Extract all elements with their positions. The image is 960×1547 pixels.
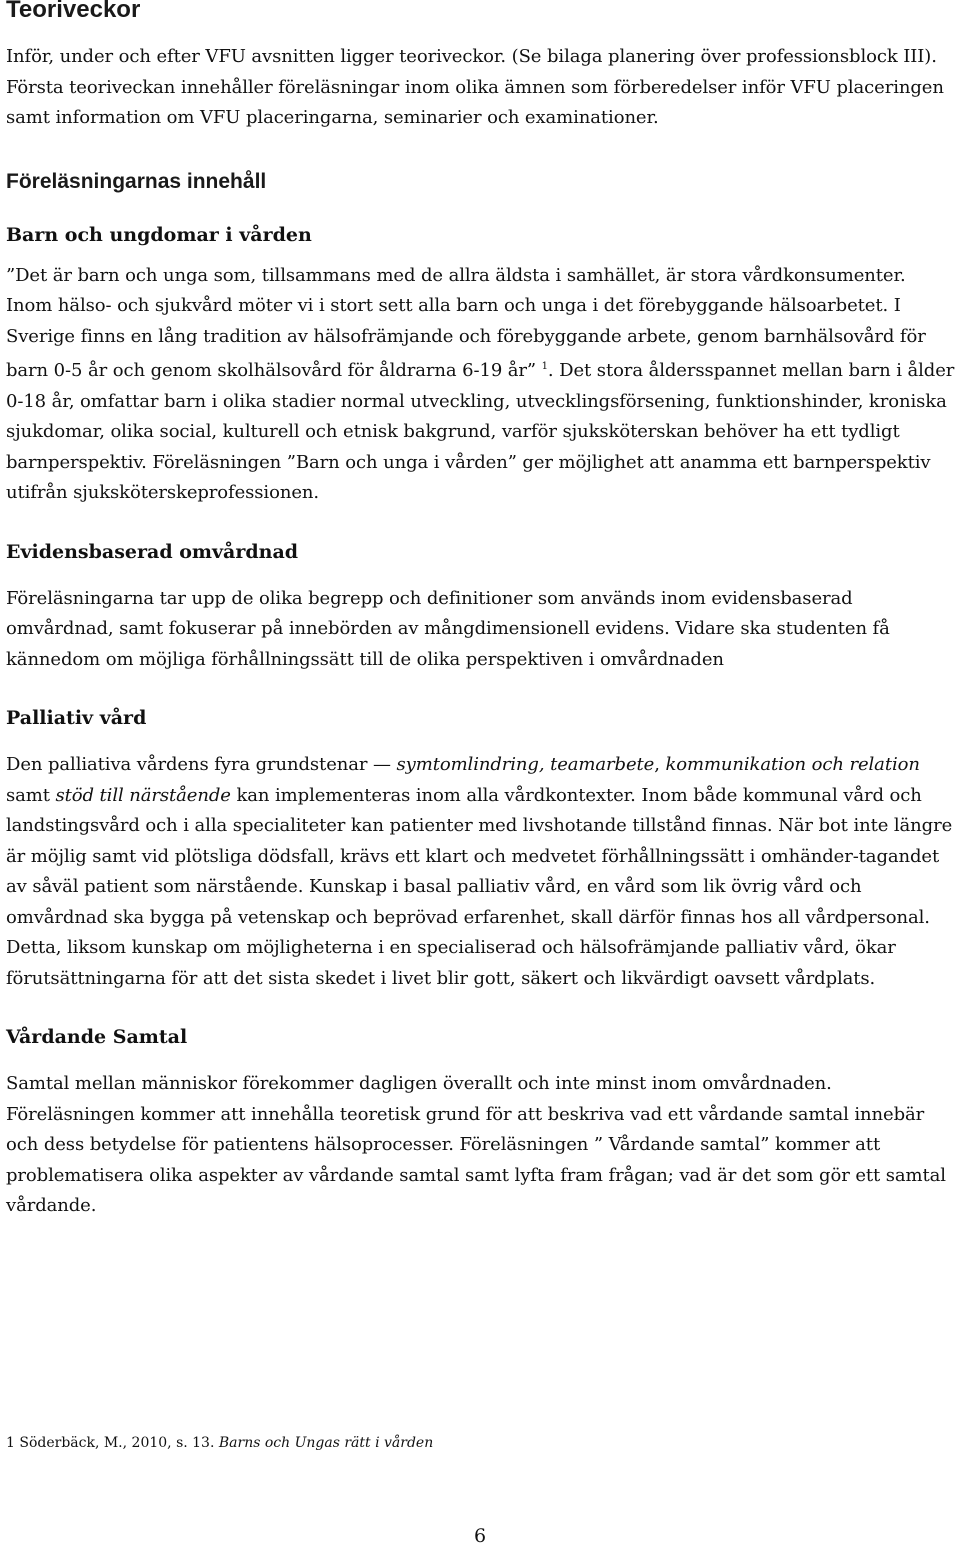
footnote — [6, 1435, 433, 1451]
footnote-text: 1 Söderbäck, M., 2010, s. 13. — [6, 1435, 219, 1451]
section-text-samtal: Samtal mellan människor förekommer dagligen överallt och inte minst inom omvårdnaden. Föreläsningen kommer att innehålla teoretisk grund för att beskriva vad ett vårdande samtal innebär och dess betydelse för patientens hälsoprocesser. Föreläsningen ” Vårdande samtal” kommer att problematisera olika aspekter av vårdande samtal samt lyfta fram frågan; vad är det som gör ett samtal vårdande. — [6, 1073, 946, 1216]
section-text-barn — [6, 261, 956, 509]
page-number: 6 — [473, 1525, 487, 1547]
palliativ-text-part-2: , — [654, 754, 666, 775]
heading-lecture-content: Föreläsningarnas innehåll — [6, 169, 267, 193]
footnote-title: Barns och Ungas rätt i vården — [218, 1435, 434, 1451]
section-title-evidens: Evidensbaserad omvårdnad — [6, 540, 299, 563]
palliativ-text-part-1: Den palliativa vårdens fyra grundstenar — — [6, 754, 397, 775]
section-title-samtal: Vårdande Samtal — [6, 1026, 188, 1048]
intro-paragraph: Inför, under och efter VFU avsnitten ligger teoriveckor. (Se bilaga planering över professionsblock III). Första teoriveckan innehåller föreläsningar inom olika ämnen som förberedelser inför VFU placeringen samt information om VFU placeringarna, seminarier och examinationer. — [6, 46, 944, 128]
palliativ-text-part-3: samt — [6, 784, 56, 806]
palliativ-emphasis-2: kommunikation och relation — [665, 754, 920, 775]
section-text-palliativ — [6, 750, 956, 994]
document-page — [6, 0, 956, 1222]
barn-text-part-1: ”Det är barn och unga som, tillsammans med de allra äldsta i samhället, är stora vårdkonsumenter. Inom hälso- och sjukvård möter vi i stort sett alla barn och unga i det förebyggande hälsoarbetet. I Sverige finns en lång tradition av hälsofrämjande och förebyggande arbete, genom barnhälsovård för barn 0-5 år och genom skolhälsovård för åldrarna 6-19 år” — [6, 264, 926, 381]
heading-teoriveckor: Teoriveckor — [6, 0, 141, 23]
barn-text-part-2: . Det stora åldersspannet mellan barn i ålder 0-18 år, omfattar barn i olika stadier normal utveckling, utvecklingsförsening, funktionshinder, kroniska sjukdomar, olika social, kulturell och etnisk bakgrund, varför sjuksköterskan behöver ha ett tydligt barnperspektiv. Föreläsningen ”Barn och unga i vården” ger möjlighet att anamma ett barnperspektiv utifrån sjuksköterskeprofessionen. — [6, 360, 955, 503]
section-title-palliativ: Palliativ vård — [6, 707, 147, 729]
footnote-reference: 1 — [541, 361, 548, 372]
section-title-barn: Barn och ungdomar i vården — [6, 223, 312, 246]
palliativ-emphasis-1: symtomlindring, teamarbete — [396, 754, 655, 775]
palliativ-emphasis-3: stöd till närstående — [55, 784, 231, 806]
palliativ-text-part-4: kan implementeras inom alla vårdkontexter. Inom både kommunal vård och landstingsvård och i alla specialiteter kan patienter med livshotande tillstånd finnas. När bot inte längre är möjlig samt vid plötsliga dödsfall, krävs ett klart och medvetet förhållningssätt i omhänder-tagandet av såväl patient som närstående. Kunskap i basal palliativ vård, en vård som lik övrig vård och omvårdnad ska bygga på vetenskap och beprövad erfarenhet, skall därför finnas hos all vårdpersonal. Detta, liksom kunskap om möjligheterna i en specialiserad och hälsofrämjande palliativ vård, ökar förutsättningarna för att det sista skedet i livet blir gott, säkert och likvärdigt oavsett vårdplats. — [6, 784, 953, 989]
section-text-evidens: Föreläsningarna tar upp de olika begrepp och definitioner som används inom evidensbaserad omvårdnad, samt fokuserar på innebörden av mångdimensionell evidens. Vidare ska studenten få kännedom om möjliga förhållningssätt till de olika perspektiven i omvårdnaden — [6, 587, 890, 670]
